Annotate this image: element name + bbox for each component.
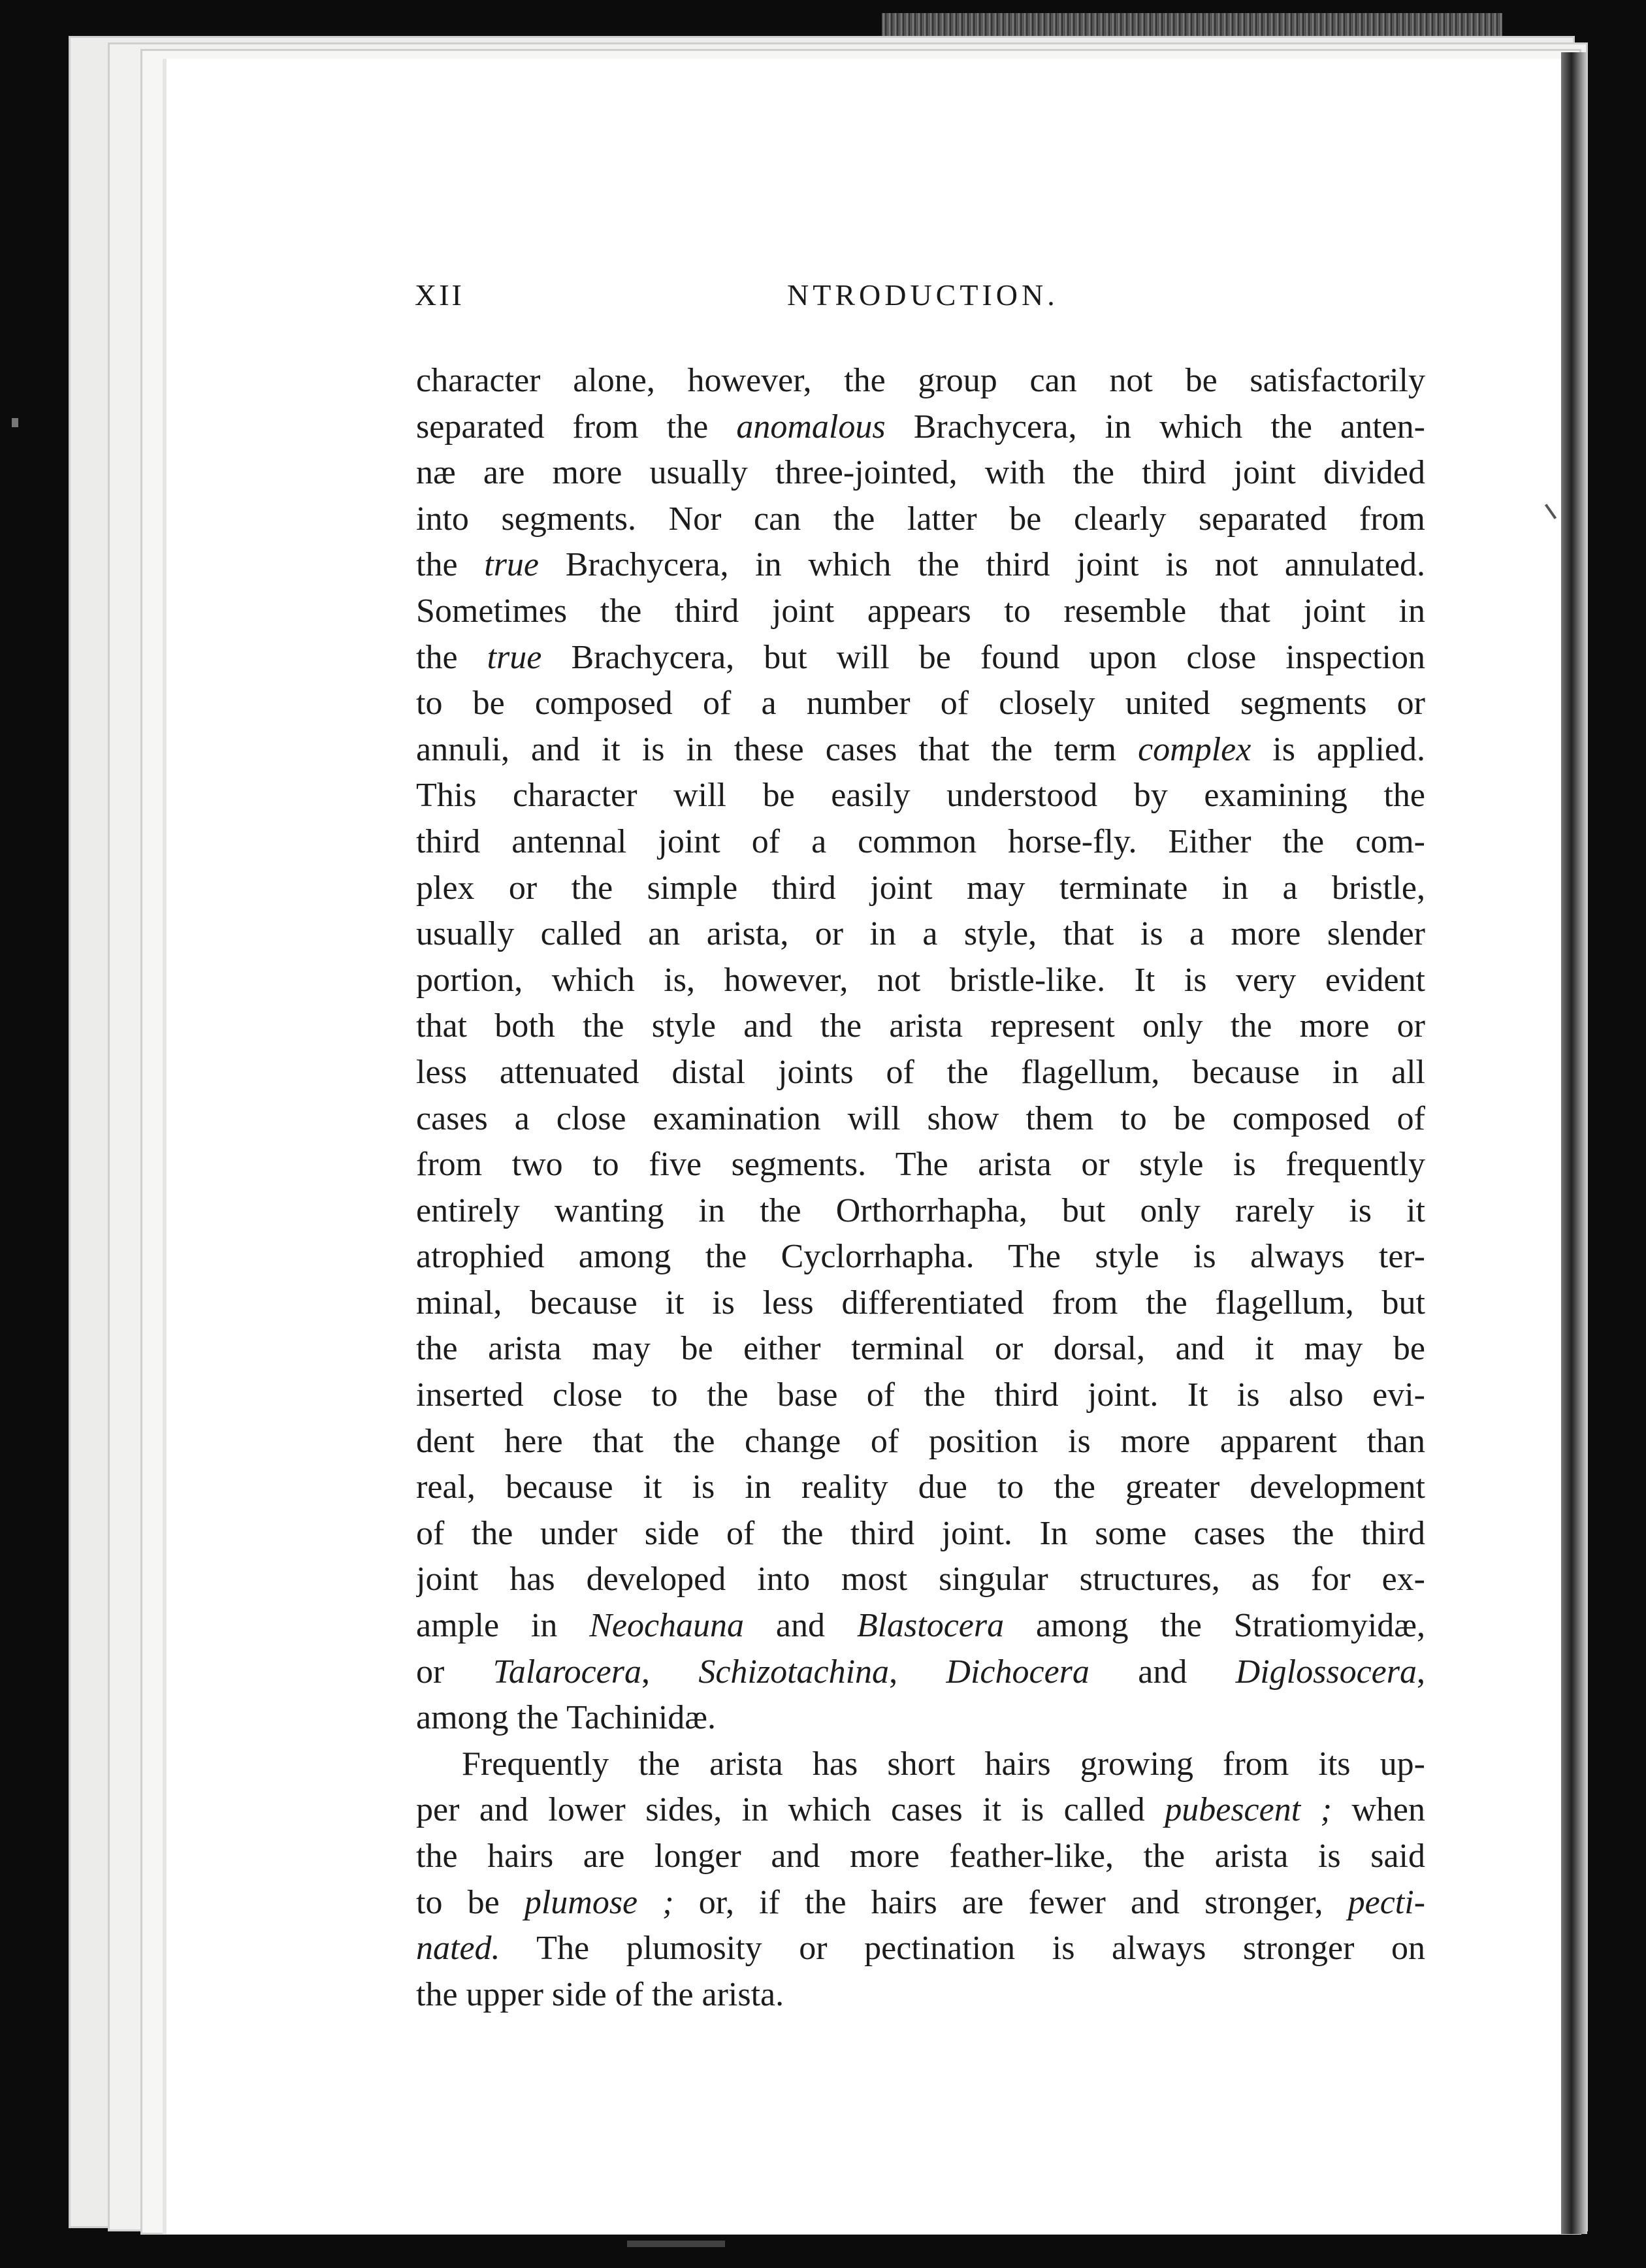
- text-line: cases a close examination will show them to be composed of: [416, 1099, 1425, 1137]
- italic-term: nated.: [416, 1930, 500, 1968]
- text-line: third antennal joint of a common horse-fly. Either the com-: [416, 822, 1425, 860]
- text-line: This character will be easily understood by examining the: [416, 777, 1425, 815]
- text-line: less attenuated distal joints of the flagellum, because in all: [416, 1053, 1425, 1091]
- text-line: atrophied among the Cyclorrhapha. The style is always ter-: [416, 1238, 1425, 1276]
- italic-term: complex: [1138, 730, 1251, 768]
- page-number: XII: [415, 278, 464, 312]
- italic-term: anomalous: [736, 408, 886, 446]
- italic-term: Diglossocera: [1235, 1653, 1417, 1691]
- text-line: or Talarocera, Schizotachina, Dichocera and Diglossocera,: [416, 1653, 1425, 1691]
- body-text: [416, 358, 1425, 2018]
- text-line: minal, because it is less differentiated from the flagellum, but: [416, 1284, 1425, 1321]
- text-line: portion, which is, however, not bristle-like. It is very evident: [416, 961, 1425, 999]
- text-line: inserted close to the base of the third joint. It is also evi-: [416, 1376, 1425, 1414]
- italic-term: Schizotachina: [698, 1653, 890, 1691]
- text-line: character alone, however, the group can not be satisfactorily: [416, 362, 1425, 399]
- text-line: to be composed of a number of closely united segments or: [416, 685, 1425, 722]
- italic-term: pecti-: [1347, 1883, 1425, 1921]
- text-line: plex or the simple third joint may terminate in a bristle,: [416, 869, 1425, 907]
- text-line: the hairs are longer and more feather-like, the arista is said: [416, 1838, 1425, 1875]
- text-line: separated from the anomalous Brachycera, in which the anten-: [416, 408, 1425, 446]
- italic-term: true: [484, 546, 540, 584]
- text-line: joint has developed into most singular structures, as for ex-: [416, 1561, 1425, 1598]
- text-line: that both the style and the arista represent only the more or: [416, 1007, 1425, 1045]
- text-line: entirely wanting in the Orthorrhapha, but only rarely is it: [416, 1191, 1425, 1229]
- text-line: dent here that the change of position is more apparent than: [416, 1422, 1425, 1460]
- text-line: næ are more usually three-jointed, with the third joint divided: [416, 454, 1425, 492]
- page-header: [415, 278, 1437, 317]
- italic-term: pubescent ;: [1165, 1791, 1332, 1829]
- text-line: among the Tachinidæ.: [416, 1699, 716, 1737]
- book-binding-edge: [1561, 52, 1587, 2234]
- text-line: into segments. Nor can the latter be clearly separated from: [416, 500, 1425, 538]
- text-line: the arista may be either terminal or dorsal, and it may be: [416, 1330, 1425, 1368]
- italic-term: Blastocera: [856, 1607, 1005, 1645]
- text-line: from two to five segments. The arista or style is frequently: [416, 1146, 1425, 1184]
- text-line: annuli, and it is in these cases that the term complex is applied.: [416, 730, 1425, 768]
- text-line: ample in Neochauna and Blastocera among the Stratiomyidæ,: [416, 1607, 1425, 1645]
- text-line: Frequently the arista has short hairs growing from its up-: [462, 1745, 1425, 1783]
- italic-term: true: [487, 638, 542, 676]
- scan-edge-noise: [882, 13, 1502, 38]
- text-line: usually called an arista, or in a style, that is a more slender: [416, 915, 1425, 953]
- italic-term: plumose ;: [524, 1883, 674, 1921]
- text-line: the upper side of the arista.: [416, 1975, 784, 2013]
- text-line: to be plumose ; or, if the hairs are fewer and stronger, pecti-: [416, 1883, 1425, 1921]
- text-line: Sometimes the third joint appears to resemble that joint in: [416, 592, 1425, 630]
- text-line: the true Brachycera, but will be found upon close inspection: [416, 638, 1425, 676]
- italic-term: Dichocera: [946, 1653, 1089, 1691]
- text-line: real, because it is in reality due to the greater development: [416, 1468, 1425, 1506]
- italic-term: Neochauna: [589, 1607, 745, 1645]
- text-line: the true Brachycera, in which the third joint is not annulated.: [416, 546, 1425, 584]
- text-line: per and lower sides, in which cases it is called pubescent ; when: [416, 1791, 1425, 1829]
- italic-term: Talarocera: [492, 1653, 641, 1691]
- scan-edge-noise: [627, 2241, 725, 2247]
- running-head: NTRODUCTION.: [787, 278, 1059, 312]
- margin-mark: [12, 418, 18, 427]
- text-line: nated. The plumosity or pectination is always stronger on: [416, 1930, 1425, 1968]
- text-line: of the under side of the third joint. In some cases the third: [416, 1514, 1425, 1552]
